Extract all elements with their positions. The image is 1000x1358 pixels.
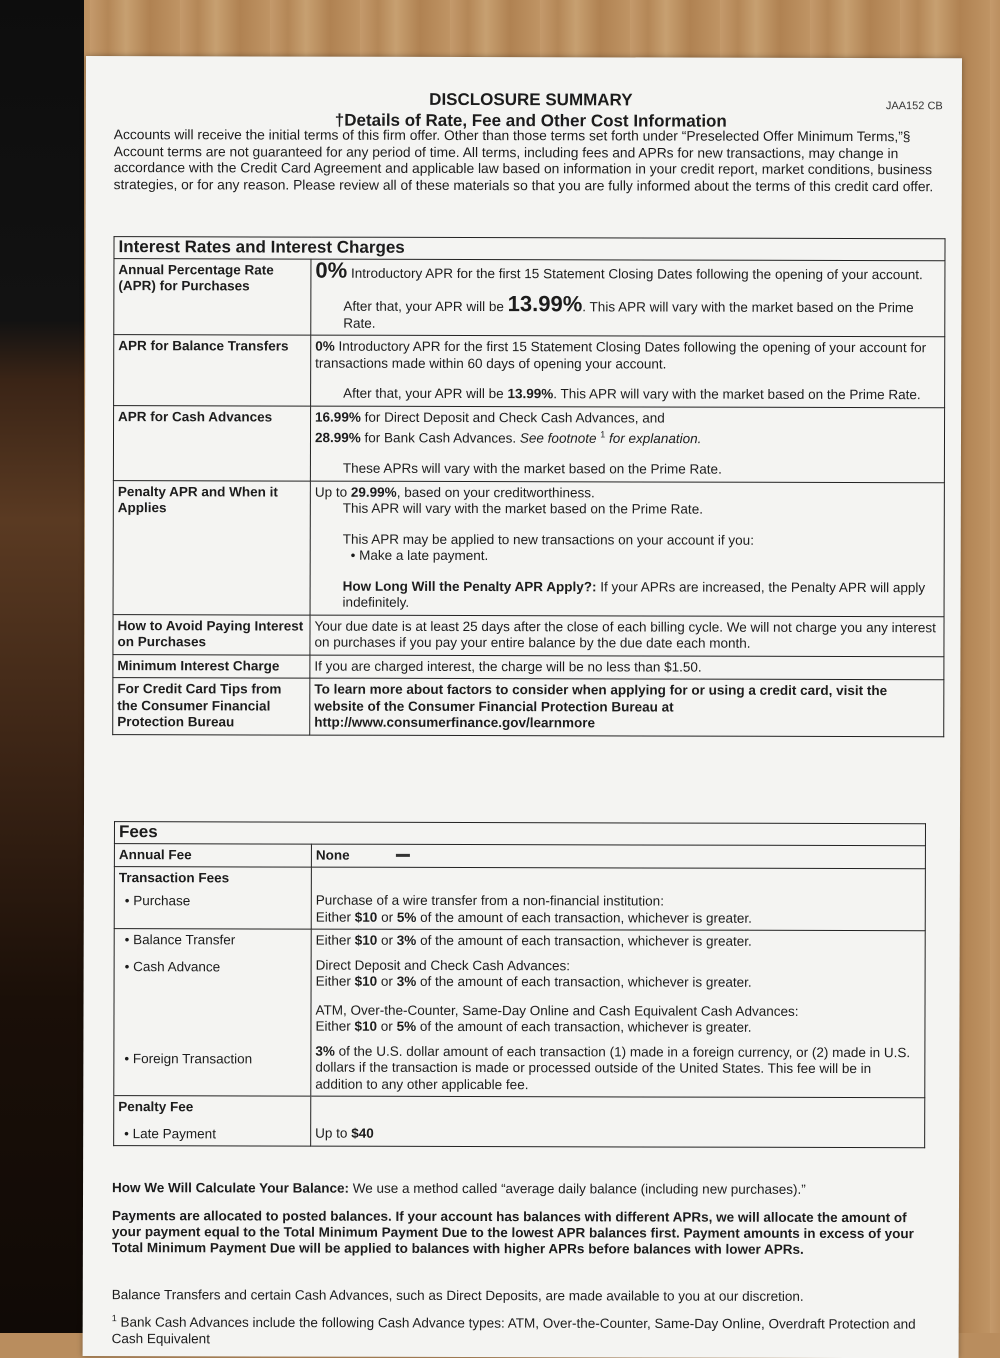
penalty-fee-row: [114, 1096, 925, 1148]
avoid-interest-text: Your due date is at least 25 days after the close of each billing cycle. We will not charge you any interest on purchases if you pay your entire balance by the due date each month.: [310, 615, 944, 657]
ca-fee-pct: 3%: [396, 973, 417, 989]
bt-fee-pct: 3%: [396, 932, 417, 948]
ft-fee-label: • Foreign Transaction: [124, 1051, 253, 1067]
ca-footnote-suffix: for explanation.: [609, 430, 702, 447]
ca-vary: These APRs will vary with the market based on the Prime Rate.: [342, 460, 722, 477]
leather-chair-edge: [0, 0, 84, 1333]
purchase-fee-text1: Purchase of a wire transfer from a non-financial institution:: [315, 892, 664, 909]
penalty-up-to: Up to: [314, 484, 348, 500]
purchase-fee-label: • Purchase: [124, 892, 191, 908]
bt-intro-rate: 0%: [315, 338, 335, 354]
transaction-fees-row: [114, 867, 925, 931]
cash-advances-label: APR for Cash Advances: [113, 405, 310, 481]
footnote-mark: 1: [111, 1313, 117, 1324]
tips-text: To learn more about factors to consider when applying for or using a credit card, visit the website of the Consumer Financial Protection Bureau at http://www.consumerfinance.gov/learnmore: [310, 678, 944, 736]
balance-method-label: How We Will Calculate Your Balance:: [112, 1180, 349, 1196]
bt-after-suffix: . This APR will vary with the market based on the Prime Rate.: [553, 386, 921, 403]
bt-after-prefix: After that, your APR will be: [343, 385, 504, 402]
penalty-text3: This APR may be applied to new transactions on your account if you:: [342, 531, 754, 548]
tips-label: For Credit Card Tips from the Consumer Financial Protection Bureau: [113, 678, 310, 735]
footnote-text: Bank Cash Advances include the following Cash Advance types: ATM, Over-the-Counter, Same-Day Online, Overdraft Protection and Cash Equivalent: [111, 1314, 916, 1346]
minimum-interest-row: [113, 654, 944, 680]
ca-footnote-mark: 1: [600, 429, 606, 440]
fees-heading: Fees: [114, 822, 925, 846]
annual-fee-value: None: [315, 847, 350, 863]
avoid-interest-label: How to Avoid Paying Interest on Purchases: [113, 614, 310, 655]
purchase-fee-either: Either: [315, 909, 352, 925]
annual-fee-label: Annual Fee: [114, 843, 311, 867]
purchase-after-rate: 13.99%: [507, 291, 583, 317]
late-payment-prefix: Up to: [315, 1125, 348, 1141]
document-code: JAA152 CB: [885, 100, 943, 113]
ca2-fee-either: Either: [315, 1018, 351, 1034]
discretion-note: Balance Transfers and certain Cash Advances, such as Direct Deposits, are made available to you at our discretion.: [111, 1287, 804, 1304]
penalty-how-long-label: How Long Will the Penalty APR Apply?:: [342, 578, 597, 594]
bt-fee-amount: $10: [354, 932, 378, 948]
ca-rate2: 28.99%: [314, 430, 361, 446]
ca-rate1: 16.99%: [315, 409, 361, 425]
transaction-fees-label: Transaction Fees: [118, 870, 230, 886]
minimum-interest-label: Minimum Interest Charge: [113, 654, 310, 678]
ca-fee-amount: $10: [354, 973, 378, 989]
ca-fee-or: or: [380, 973, 393, 989]
penalty-text2: This APR will vary with the market based on the Prime Rate.: [342, 500, 703, 517]
ca2-fee-pct: 5%: [396, 1018, 417, 1034]
ca-fee-text1: Direct Deposit and Check Cash Advances:: [315, 957, 571, 973]
ca2-fee-amount: $10: [354, 1018, 378, 1034]
ca2-fee-suffix: of the amount of each transaction, whichever is greater.: [419, 1018, 752, 1035]
payments-allocation: Payments are allocated to posted balances. If your account has balances with different APRs, we will allocate the amount of your payment equal to the Total Minimum Payment Due to the lowest APR balances first. Payment amounts in excess of your Total Minimum Payment Due will be applied to balances with higher APRs before balances with lower APRs.: [111, 1208, 914, 1257]
disclosure-document: [83, 56, 962, 1358]
page-title: DISCLOSURE SUMMARY: [429, 89, 633, 110]
ca-fee-text3: ATM, Over-the-Counter, Same-Day Online and Cash Equivalent Cash Advances:: [315, 1002, 799, 1019]
penalty-text1: , based on your creditworthiness.: [396, 484, 595, 500]
purchase-fee-amount: $10: [354, 909, 378, 925]
tips-row: [113, 678, 944, 737]
annual-fee-row: [114, 843, 925, 869]
balance-transfers-label: APR for Balance Transfers: [114, 335, 311, 406]
balance-method-text: We use a method called “average daily balance (including new purchases).”: [352, 1180, 806, 1197]
pen-mark: [396, 854, 410, 857]
purchase-fee-suffix: of the amount of each transaction, whichever is greater.: [420, 909, 752, 926]
purchase-after-suffix: . This APR will vary with the market based on the Prime Rate.: [343, 299, 914, 331]
bt-fee-label: • Balance Transfer: [124, 932, 236, 948]
ft-fee-rate: 3%: [315, 1043, 335, 1059]
purchase-intro-text: Introductory APR for the first 15 Statement Closing Dates following the opening of your account.: [350, 265, 923, 282]
intro-paragraph: Accounts will receive the initial terms of this firm offer. Other than those terms set forth under “Preselected Offer Minimum Terms,”§ Account terms are not guaranteed for any period of time. All terms, including fees and APRs for new transactions, may change in accordance with the Credit Card Agreement and applicable law based on information in your credit report, market conditions, business strategies, or for any reason. Please review all of these materials so that you are fully informed about the terms of this credit card offer.: [113, 127, 934, 194]
interest-rates-table: [112, 236, 945, 737]
penalty-label: Penalty APR and When it Applies: [113, 480, 310, 615]
bt-fee-either: Either: [315, 932, 351, 948]
avoid-interest-row: [113, 614, 944, 656]
page-subtitle: †Details of Rate, Fee and Other Cost Information: [334, 110, 727, 131]
ca-fee-label: • Cash Advance: [124, 958, 221, 974]
bt-fee-suffix: of the amount of each transaction, whichever is greater.: [420, 932, 752, 949]
penalty-how-long-text: If your APRs are increased, the Penalty APR will apply indefinitely.: [342, 578, 926, 610]
purchase-fee-or: or: [381, 909, 394, 925]
ca-fee-suffix: of the amount of each transaction, whichever is greater.: [419, 973, 752, 990]
cash-advances-row: [113, 405, 944, 482]
penalty-rate: 29.99%: [350, 484, 397, 500]
ca-text2: for Bank Cash Advances.: [364, 430, 517, 446]
penalty-bullet: • Make a late payment.: [350, 547, 489, 564]
balance-transfers-row: [114, 335, 945, 408]
bt-intro-text: Introductory APR for the first 15 Statement Closing Dates following the opening of your account for transactions made within 60 days of opening your account.: [315, 338, 927, 372]
ca-fee-either: Either: [315, 973, 351, 989]
bt-after-rate: 13.99%: [507, 386, 554, 402]
late-payment-value: $40: [351, 1125, 374, 1141]
fees-table: [113, 821, 926, 1148]
ca-footnote-text: See footnote: [519, 430, 597, 446]
purchase-after-prefix: After that, your APR will be: [343, 298, 504, 315]
penalty-fee-label: Penalty Fee: [118, 1099, 194, 1115]
ft-fee-text: of the U.S. dollar amount of each transaction (1) made in a foreign currency, or (2) made in U.S. dollars if the transaction is made or processed outside of the United States. This fee will be in addition to any other applicable fee.: [315, 1043, 911, 1092]
minimum-interest-text: If you are charged interest, the charge will be no less than $1.50.: [310, 655, 944, 680]
purchase-fee-pct: 5%: [396, 909, 417, 925]
bt-fee-or: or: [381, 932, 394, 948]
bt-fee-row: [114, 929, 925, 1098]
ca2-fee-or: or: [380, 1018, 393, 1034]
late-payment-label: • Late Payment: [124, 1125, 216, 1141]
purchases-row: [114, 258, 945, 337]
purchase-intro-rate: 0%: [315, 257, 348, 283]
purchases-label: Annual Percentage Rate (APR) for Purchases: [114, 258, 311, 335]
ca-text1: for Direct Deposit and Check Cash Advances, and: [364, 409, 665, 426]
penalty-row: [113, 480, 944, 616]
interest-heading: Interest Rates and Interest Charges: [114, 237, 945, 261]
